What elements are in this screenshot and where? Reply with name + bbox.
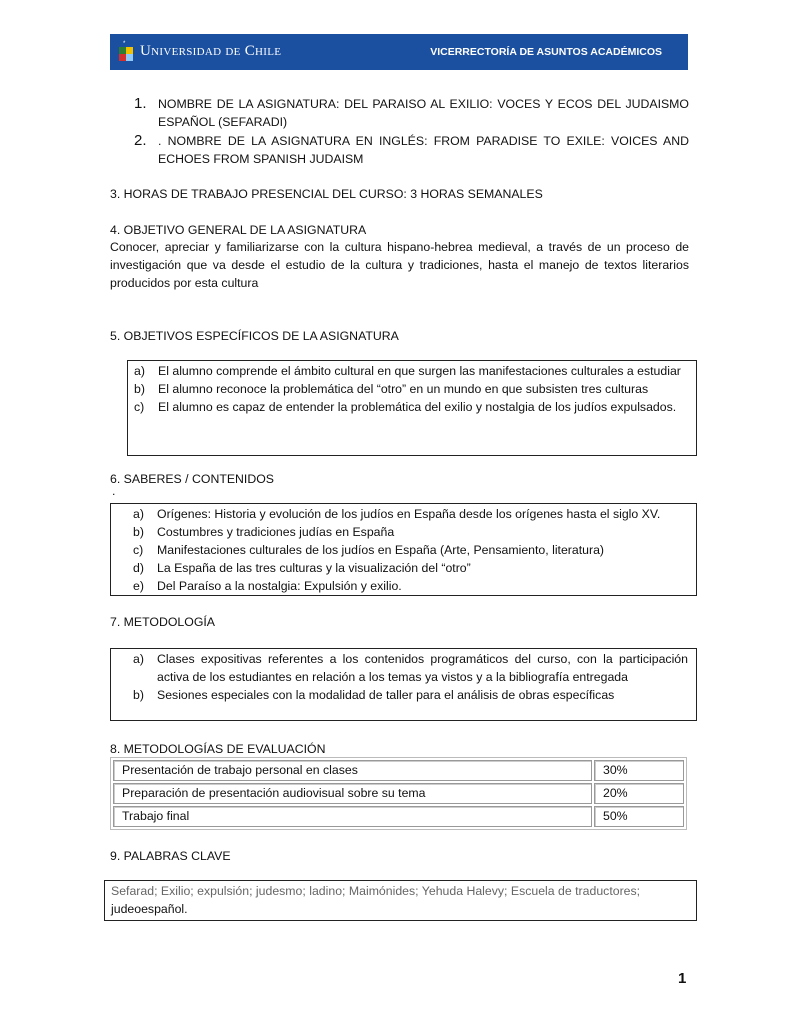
list-item [134,362,688,380]
section-5-heading: 5. OBJETIVOS ESPECÍFICOS DE LA ASIGNATURA [110,329,399,343]
keywords: Sefarad; Exilio; expulsión; judesmo; ladino; Maimónides; Yehuda Halevy; Escuela de traductores; [111,884,641,898]
item-marker: b) [133,688,144,702]
course-names [134,95,689,168]
section-4-heading: 4. OBJETIVO GENERAL DE LA ASIGNATURA [110,223,367,237]
keywords-box [104,880,697,921]
list-item [133,577,688,595]
item-marker: a) [133,507,144,521]
item-marker: c) [134,400,145,414]
item-text: Costumbres y tradiciones judías en España [157,525,395,539]
item-text: Sesiones especiales con la modalidad de taller para el análisis de obras específicas [157,688,615,702]
item-text: La España de las tres culturas y la visualización del “otro” [157,561,471,575]
evaluation-item: Trabajo final [113,806,592,827]
item-marker: e) [133,579,144,593]
item-text: El alumno reconoce la problemática del “otro” en un mundo en que subsisten tres culturas [158,382,649,396]
item-marker: b) [134,382,145,396]
list-item [134,398,688,416]
evaluation-item: Preparación de presentación audiovisual sobre su tema [113,783,592,804]
item-marker: b) [133,525,144,539]
section-9-heading: 9. PALABRAS CLAVE [110,849,231,863]
table-row [113,783,684,804]
section-6-heading: 6. SABERES / CONTENIDOS [110,472,274,486]
course-name-english: . NOMBRE DE LA ASIGNATURA EN INGLÉS: FROM PARADISE TO EXILE: VOICES AND ECHOES FROM SPANISH JUDAISM [158,134,689,166]
general-objective: Conocer, apreciar y familiarizarse con la cultura hispano-hebrea medieval, a través de un proceso de investigación que va desde el estudio de la cultura y tradiciones, hasta el manejo de textos literarios producidos por esta cultura [110,240,689,290]
table-row [113,760,684,781]
course-name: NOMBRE DE LA ASIGNATURA: DEL PARAISO AL EXILIO: VOCES Y ECOS DEL JUDAISMO ESPAÑOL (SEFARADI) [158,97,689,129]
list-item [134,95,689,131]
header-banner [110,34,688,70]
list-item [134,380,688,398]
section-hours: 3. HORAS DE TRABAJO PRESENCIAL DEL CURSO: 3 HORAS SEMANALES [110,187,543,201]
list-item [133,505,688,523]
table-row [113,806,684,827]
keywords-last: judeoespañol. [111,902,188,916]
evaluation-weight: 30% [594,760,684,781]
department-name: VICERRECTORÍA DE ASUNTOS ACADÉMICOS [430,46,662,58]
item-number: 2. [134,132,147,149]
list-item [133,686,688,704]
item-marker: a) [133,652,144,666]
item-marker: a) [134,364,145,378]
evaluation-item: Presentación de trabajo personal en clases [113,760,592,781]
list-item [133,541,688,559]
section-7-heading: 7. METODOLOGÍA [110,615,216,629]
methodology-box [110,648,697,721]
university-logo [118,39,134,65]
item-text: El alumno es capaz de entender la problemática del exilio y nostalgia de los judíos expulsados. [158,400,677,414]
item-text: Clases expositivas referentes a los contenidos programáticos del curso, con la participación activa de los estudiantes en relación a los temas ya vistos y a la bibliografía entregada [157,652,688,684]
page-number: 1 [678,970,687,987]
svg-text:*: * [123,41,126,47]
evaluation-weight: 20% [594,783,684,804]
contents-box [110,503,697,596]
item-text: El alumno comprende el ámbito cultural en que surgen las manifestaciones culturales a estudiar [158,364,681,378]
evaluation-weight: 50% [594,806,684,827]
item-marker: d) [133,561,144,575]
stray-dot: . [112,484,116,498]
item-text: Del Paraíso a la nostalgia: Expulsión y exilio. [157,579,402,593]
evaluation-table [110,757,687,830]
item-text: Manifestaciones culturales de los judíos en España (Arte, Pensamiento, literatura) [157,543,605,557]
section-8-heading: 8. METODOLOGÍAS DE EVALUACIÓN [110,742,326,756]
specific-objectives-box [127,360,697,456]
list-item [133,523,688,541]
list-item [134,132,689,168]
item-number: 1. [134,95,147,112]
list-item [133,650,688,686]
university-name: Universidad de Chile [140,43,282,59]
item-marker: c) [133,543,144,557]
list-item [133,559,688,577]
item-text: Orígenes: Historia y evolución de los judíos en España desde los orígenes hasta el siglo XV. [157,507,661,521]
